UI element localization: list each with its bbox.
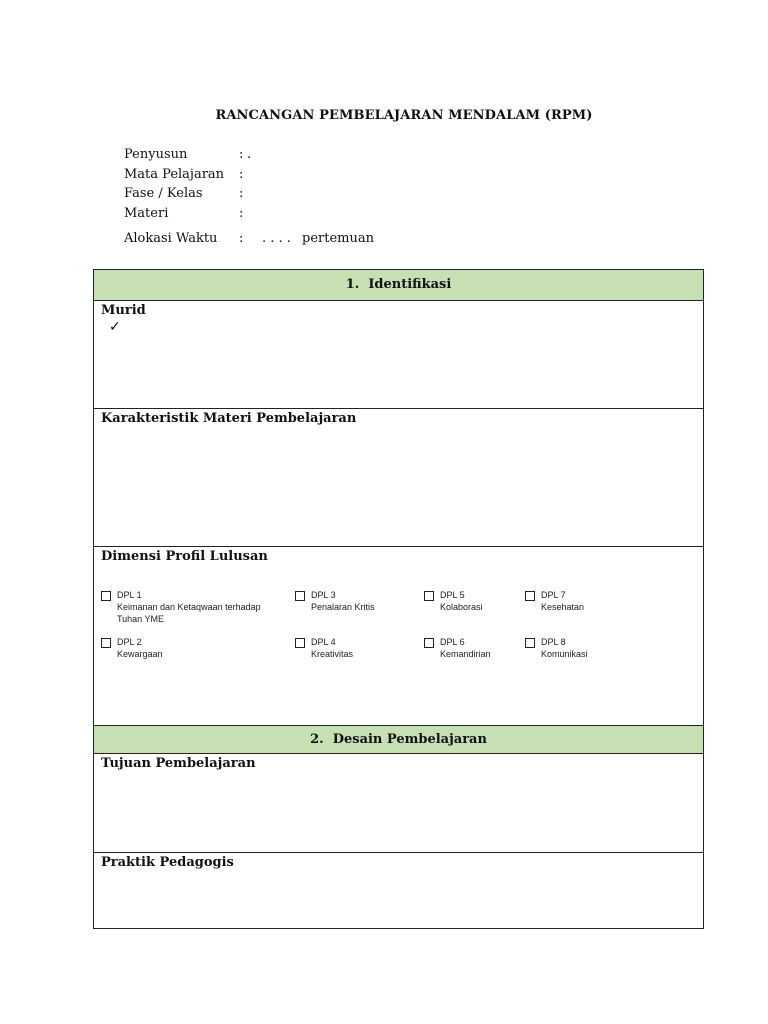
dpl-name: Kewargaan (117, 649, 163, 659)
dpl-name: Komunikasi (541, 649, 588, 659)
cell-label-murid: Murid (101, 303, 146, 318)
checkbox-icon[interactable] (525, 638, 535, 648)
dpl-name: Kreativitas (311, 649, 354, 659)
cell-dimensi-profil-lulusan (94, 546, 703, 725)
meta-label: Materi (124, 206, 169, 221)
section-number: 2. (310, 732, 324, 747)
meta-colon: : (239, 147, 244, 162)
dpl-code: DPL 7 (541, 590, 566, 600)
document-title: RANCANGAN PEMBELAJARAN MENDALAM (RPM) (215, 108, 593, 123)
meta-value[interactable]: . . . . (262, 231, 291, 246)
meta-suffix: pertemuan (302, 231, 374, 246)
section-header-desain (94, 725, 703, 753)
meta-colon: : (239, 186, 244, 201)
checkbox-icon[interactable] (101, 591, 111, 601)
checkbox-icon[interactable] (295, 591, 305, 601)
meta-colon: : (239, 167, 244, 182)
dpl-name: Penalaran Kritis (311, 602, 375, 612)
dpl-name: Keimanan dan Ketaqwaan terhadap (117, 602, 261, 612)
section-title: Identifikasi (368, 277, 452, 292)
cell-murid[interactable] (94, 300, 703, 408)
meta-colon: : (239, 206, 244, 221)
dpl-name: Kolaborasi (440, 602, 483, 612)
meta-label: Mata Pelajaran (124, 167, 225, 182)
dpl-code: DPL 8 (541, 637, 566, 647)
meta-value[interactable]: . (247, 147, 252, 162)
cell-tujuan-pembelajaran[interactable] (94, 753, 703, 852)
dpl-code: DPL 5 (440, 590, 465, 600)
dpl-name: Kemandirian (440, 649, 491, 659)
meta-label: Penyusun (124, 147, 188, 162)
dpl-name: Kesehatan (541, 602, 585, 612)
cell-praktik-pedagogis[interactable] (94, 852, 703, 928)
section-title: Desain Pembelajaran (332, 732, 487, 747)
meta-label: Fase / Kelas (124, 186, 203, 201)
cell-label-karakteristik: Karakteristik Materi Pembelajaran (101, 411, 357, 426)
dpl-code: DPL 4 (311, 637, 336, 647)
dpl-name-cont: Tuhan YME (117, 614, 165, 624)
checkbox-icon[interactable] (525, 591, 535, 601)
dpl-code: DPL 2 (117, 637, 142, 647)
meta-label: Alokasi Waktu (124, 231, 218, 246)
cell-label-praktik: Praktik Pedagogis (101, 855, 234, 870)
dpl-code: DPL 3 (311, 590, 336, 600)
meta-colon: : (239, 231, 244, 246)
checkbox-icon[interactable] (101, 638, 111, 648)
rpm-table (93, 269, 704, 929)
checkbox-icon[interactable] (424, 638, 434, 648)
checkmark-icon: ✓ (109, 319, 121, 335)
checkbox-icon[interactable] (295, 638, 305, 648)
dpl-code: DPL 1 (117, 590, 142, 600)
checkbox-icon[interactable] (424, 591, 434, 601)
cell-label-tujuan: Tujuan Pembelajaran (101, 756, 256, 771)
dpl-code: DPL 6 (440, 637, 465, 647)
cell-karakteristik-materi[interactable] (94, 408, 703, 546)
section-header-identifikasi (94, 270, 703, 300)
section-number: 1. (345, 277, 360, 292)
cell-label-dimensi: Dimensi Profil Lulusan (101, 549, 268, 564)
